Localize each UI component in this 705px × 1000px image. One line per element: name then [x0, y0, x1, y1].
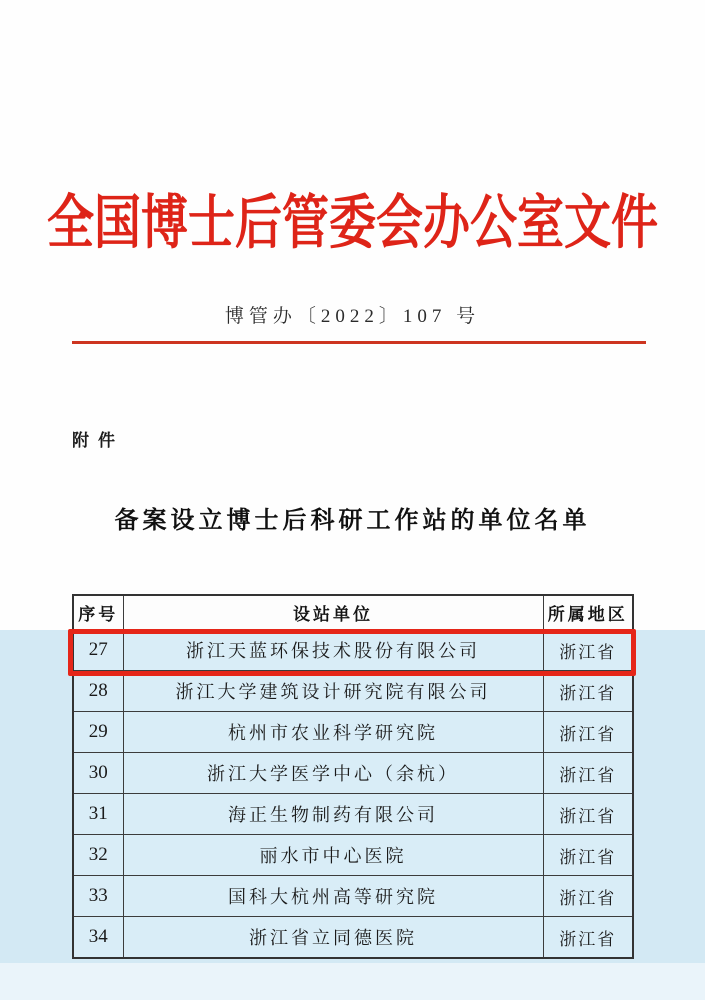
table-row — [73, 794, 633, 835]
row-no-cell: 32 — [73, 835, 123, 876]
region-cell: 浙江省 — [543, 876, 633, 917]
red-divider-line — [72, 341, 646, 344]
row-no-cell: 28 — [73, 671, 123, 712]
unit-name-cell: 国科大杭州高等研究院 — [123, 876, 543, 917]
unit-name-cell: 杭州市农业科学研究院 — [123, 712, 543, 753]
unit-name-cell: 海正生物制药有限公司 — [123, 794, 543, 835]
row-no-cell: 31 — [73, 794, 123, 835]
col-header-no: 序号 — [73, 595, 123, 630]
table-row — [73, 712, 633, 753]
table-title: 备案设立博士后科研工作站的单位名单 — [114, 508, 591, 534]
row-no-cell: 34 — [73, 917, 123, 959]
region-cell: 浙江省 — [543, 753, 633, 794]
table-row — [73, 876, 633, 917]
row-no-cell: 33 — [73, 876, 123, 917]
table-row — [73, 671, 633, 712]
col-header-unit: 设站单位 — [123, 595, 543, 630]
col-header-region: 所属地区 — [543, 595, 633, 630]
region-cell: 浙江省 — [543, 794, 633, 835]
table-row — [73, 630, 633, 671]
region-cell: 浙江省 — [543, 630, 633, 671]
document-title: 全国博士后管委会办公室文件 — [47, 191, 658, 256]
table-row — [73, 835, 633, 876]
attachment-label: 附件 — [72, 431, 124, 450]
region-cell: 浙江省 — [543, 671, 633, 712]
region-cell: 浙江省 — [543, 835, 633, 876]
unit-name-cell: 浙江大学建筑设计研究院有限公司 — [123, 671, 543, 712]
row-no-cell: 27 — [73, 630, 123, 671]
table-row — [73, 917, 633, 959]
units-table — [72, 594, 634, 959]
unit-name-cell: 浙江大学医学中心（余杭） — [123, 753, 543, 794]
unit-name-cell: 浙江天蓝环保技术股份有限公司 — [123, 630, 543, 671]
unit-name-cell: 丽水市中心医院 — [123, 835, 543, 876]
row-no-cell: 29 — [73, 712, 123, 753]
table-header-row — [73, 595, 633, 630]
row-no-cell: 30 — [73, 753, 123, 794]
region-cell: 浙江省 — [543, 712, 633, 753]
table-row — [73, 753, 633, 794]
region-cell: 浙江省 — [543, 917, 633, 959]
document-number: 博管办〔2022〕107 号 — [224, 306, 481, 327]
scan-bottom-band — [0, 963, 705, 1000]
unit-name-cell: 浙江省立同德医院 — [123, 917, 543, 959]
